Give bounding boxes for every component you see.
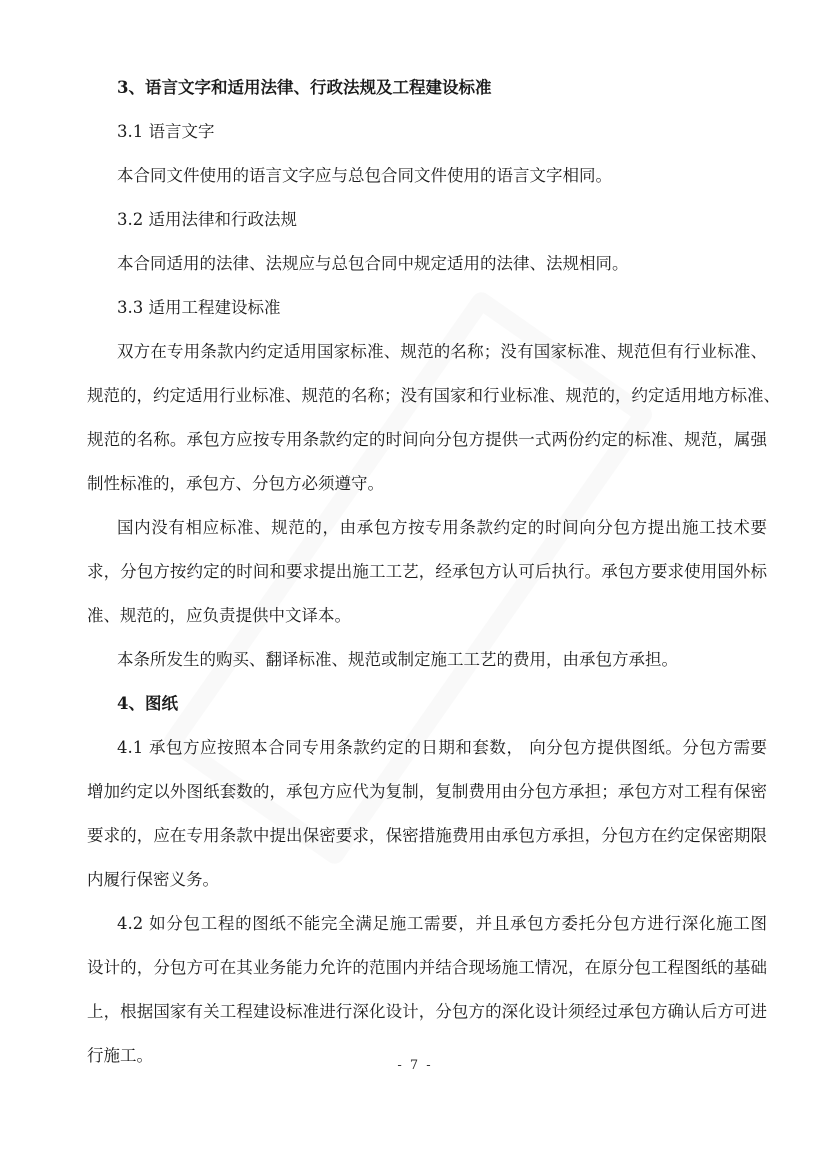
- text-line: 3.1 语言文字: [117, 122, 215, 141]
- text-line: 本合同适用的法律、法规应与总包合同中规定适用的法律、法规相同。: [117, 254, 629, 273]
- paragraph: [87, 726, 767, 902]
- paragraph: [87, 506, 767, 638]
- text-line: 双方在专用条款内约定适用国家标准、规范的名称；没有国家标准、规范但有行业标准、: [117, 342, 767, 361]
- text-line: 4.1 承包方应按照本合同专用条款约定的日期和套数， 向分包方提供图纸。分包方需要: [117, 738, 767, 757]
- text-line: 3.2 适用法律和行政法规: [117, 210, 297, 229]
- section-heading: [87, 66, 767, 110]
- paragraph: [87, 638, 767, 682]
- text-line: 4、图纸: [117, 694, 178, 713]
- text-line: 制性标准的，承包方、分包方必须遵守。: [87, 474, 384, 493]
- text-line: 求，分包方按约定的时间和要求提出施工工艺，经承包方认可后执行。承包方要求使用国外标: [87, 562, 767, 581]
- text-line: 国内没有相应标准、规范的，由承包方按专用条款约定的时间向分包方提出施工技术要: [117, 518, 767, 537]
- paragraph: [87, 154, 767, 198]
- text-line: 3.3 适用工程建设标准: [117, 298, 281, 317]
- document-body: [87, 66, 780, 1078]
- paragraph: [87, 242, 767, 286]
- text-line: 内履行保密义务。: [87, 870, 219, 889]
- text-line: 准、规范的，应负责提供中文译本。: [87, 606, 351, 625]
- text-line: 4.2 如分包工程的图纸不能完全满足施工需要，并且承包方委托分包方进行深化施工图: [117, 914, 767, 933]
- text-line: 要求的，应在专用条款中提出保密要求，保密措施费用由承包方承担，分包方在约定保密期限: [87, 826, 767, 845]
- text-line: 设计的，分包方可在其业务能力允许的范围内并结合现场施工情况，在原分包工程图纸的基础: [87, 958, 767, 977]
- paragraph: [87, 330, 780, 506]
- text-line: 本条所发生的购买、翻译标准、规范或制定施工工艺的费用，由承包方承担。: [117, 650, 678, 669]
- text-line: 3、语言文字和适用法律、行政法规及工程建设标准: [117, 78, 492, 97]
- paragraph: [87, 902, 767, 1078]
- text-line: 增加约定以外图纸套数的，承包方应代为复制，复制费用由分包方承担；承包方对工程有保密: [87, 782, 767, 801]
- text-line: 行施工。: [87, 1046, 153, 1065]
- page-number: - 7 -: [397, 1058, 433, 1073]
- subsection-heading: [87, 286, 767, 330]
- subsection-heading: [87, 198, 767, 242]
- text-line: 本合同文件使用的语言文字应与总包合同文件使用的语言文字相同。: [117, 166, 612, 185]
- subsection-heading: [87, 110, 767, 154]
- text-line: 上，根据国家有关工程建设标准进行深化设计，分包方的深化设计须经过承包方确认后方可进: [87, 1002, 767, 1021]
- text-line: 规范的，约定适用行业标准、规范的名称；没有国家和行业标准、规范的，约定适用地方标准、: [87, 386, 780, 405]
- section-heading: [87, 682, 767, 726]
- text-line: 规范的名称。承包方应按专用条款约定的时间向分包方提供一式两份约定的标准、规范，属强: [87, 430, 767, 449]
